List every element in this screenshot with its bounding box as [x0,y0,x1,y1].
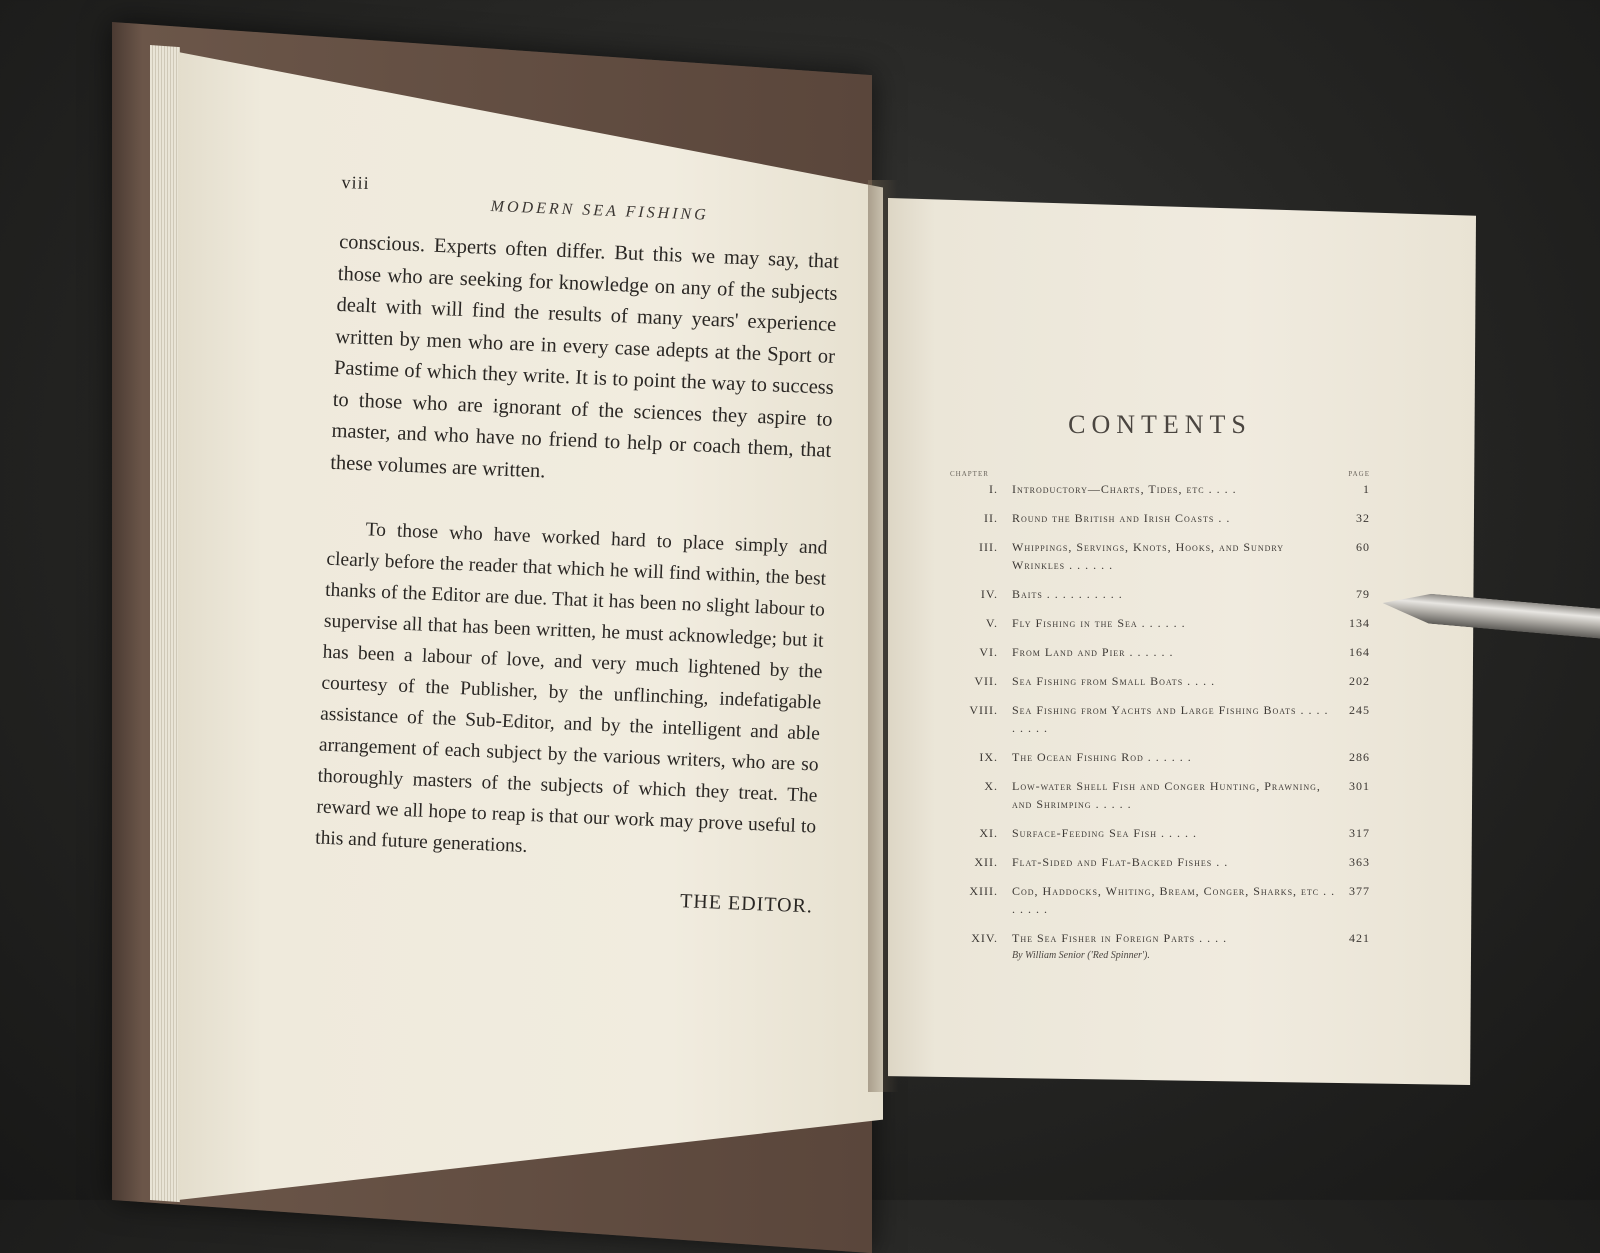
page-folio: viii [341,172,370,194]
contents-heading: CONTENTS [1068,410,1252,439]
contents-section [950,410,1370,961]
toc-chapter-number: XI. [979,826,998,840]
toc-chapter-number: IV. [980,587,998,601]
author-credit: By William Senior ('Red Spinner'). [1012,950,1150,961]
left-page-text [313,172,842,918]
toc-page-number: 1 [1363,482,1370,496]
toc-chapter-number: V. [985,616,998,630]
toc-chapter-title: Sea Fishing from Small Boats . . . . [1012,674,1216,688]
preface-paragraph-1: conscious. Experts often differ. But this we may say, that those who are seeking for knowledge on any of the subjects dealt with will find the results of many years' experience written by men who are in every case adepts at the Sport or Pastime of which they write. It is to point the way to success to those who are ignorant of the sciences they aspire to master, and who have no friend to help or coach them, that these volumes are written. [329,230,840,482]
toc-page-number: 421 [1349,931,1370,945]
toc-entry [950,509,1370,527]
toc-list [950,480,1370,947]
toc-entry [950,824,1370,842]
toc-entry [950,701,1370,737]
toc-entry [950,480,1370,498]
toc-chapter-number: II. [984,511,998,525]
toc-page-number: 301 [1349,779,1370,793]
toc-page-number: 363 [1349,855,1370,869]
toc-page-number: 134 [1349,616,1370,630]
page-edges [150,45,180,1202]
toc-entry [950,748,1370,766]
toc-chapter-title: From Land and Pier . . . . . . [1012,645,1174,659]
toc-page-number: 202 [1349,674,1370,688]
toc-chapter-title: Low-water Shell Fish and Conger Hunting, Prawning, and Shrimping . . . . . [1012,779,1321,811]
toc-entry [950,929,1370,947]
toc-page-number: 317 [1349,826,1370,840]
toc-chapter-number: XII. [974,855,998,869]
toc-chapter-number: I. [989,482,998,496]
toc-chapter-number: VIII. [969,703,998,717]
toc-chapter-number: XIII. [969,884,998,898]
toc-entry [950,777,1370,813]
running-head: MODERN SEA FISHING [490,198,710,224]
editor-signature: THE EDITOR. [679,890,814,918]
toc-chapter-title: Round the British and Irish Coasts . . [1012,511,1231,525]
toc-page-number: 32 [1356,511,1370,525]
toc-page-number: 164 [1349,645,1370,659]
toc-chapter-title: Cod, Haddocks, Whiting, Bream, Conger, Sharks, etc . . . . . . . [1012,884,1336,916]
toc-chapter-number: X. [984,779,998,793]
toc-chapter-number: III. [979,540,998,554]
toc-entry [950,672,1370,690]
toc-chapter-title: Baits . . . . . . . . . . [1012,587,1123,601]
toc-chapter-number: VI. [979,645,998,659]
toc-page-number: 245 [1349,703,1370,717]
page-label: PAGE [1348,470,1370,478]
toc-entry [950,585,1370,603]
toc-chapter-title: Fly Fishing in the Sea . . . . . . [1012,616,1186,630]
toc-entry [950,643,1370,661]
toc-entry [950,853,1370,871]
toc-chapter-title: Introductory—Charts, Tides, etc . . . . [1012,482,1237,496]
toc-chapter-title: The Sea Fisher in Foreign Parts . . . . [1012,931,1228,945]
toc-page-number: 377 [1349,884,1370,898]
chapter-label: CHAPTER [950,470,989,478]
toc-page-number: 60 [1356,540,1370,554]
toc-entry [950,614,1370,632]
toc-chapter-number: XIV. [971,931,998,945]
toc-chapter-title: Surface-Feeding Sea Fish . . . . . [1012,826,1197,840]
toc-chapter-number: IX. [979,750,998,764]
toc-entry [950,538,1370,574]
preface-paragraph-2: To those who have worked hard to place simply and clearly before the reader that which he will find within, the best thanks of the Editor are due. That it has been no slight labour to supervise all that has been written, he must acknowledge; but it has been a labour of love, and very much lightened by the courtesy of the Publisher, by the unflinching, indefatigable assistance of the Sub-Editor, and by the intelligent and able arrangement of each subject by the various writers, who are so thoroughly masters of the subjects of which they treat. The reward we all hope to reap is that our work may prove useful to this and future generations. [314,519,828,857]
toc-chapter-number: VII. [974,674,998,688]
toc-chapter-title: Sea Fishing from Yachts and Large Fishing Boats . . . . . . . . . [1012,703,1329,735]
toc-entry [950,882,1370,918]
toc-page-number: 79 [1356,587,1370,601]
toc-page-number: 286 [1349,750,1370,764]
contents-column-heads [950,470,1370,478]
toc-chapter-title: Whippings, Servings, Knots, Hooks, and Sundry Wrinkles . . . . . . [1012,540,1285,572]
toc-chapter-title: Flat-Sided and Flat-Backed Fishes . . [1012,855,1229,869]
toc-chapter-title: The Ocean Fishing Rod . . . . . . [1012,750,1192,764]
